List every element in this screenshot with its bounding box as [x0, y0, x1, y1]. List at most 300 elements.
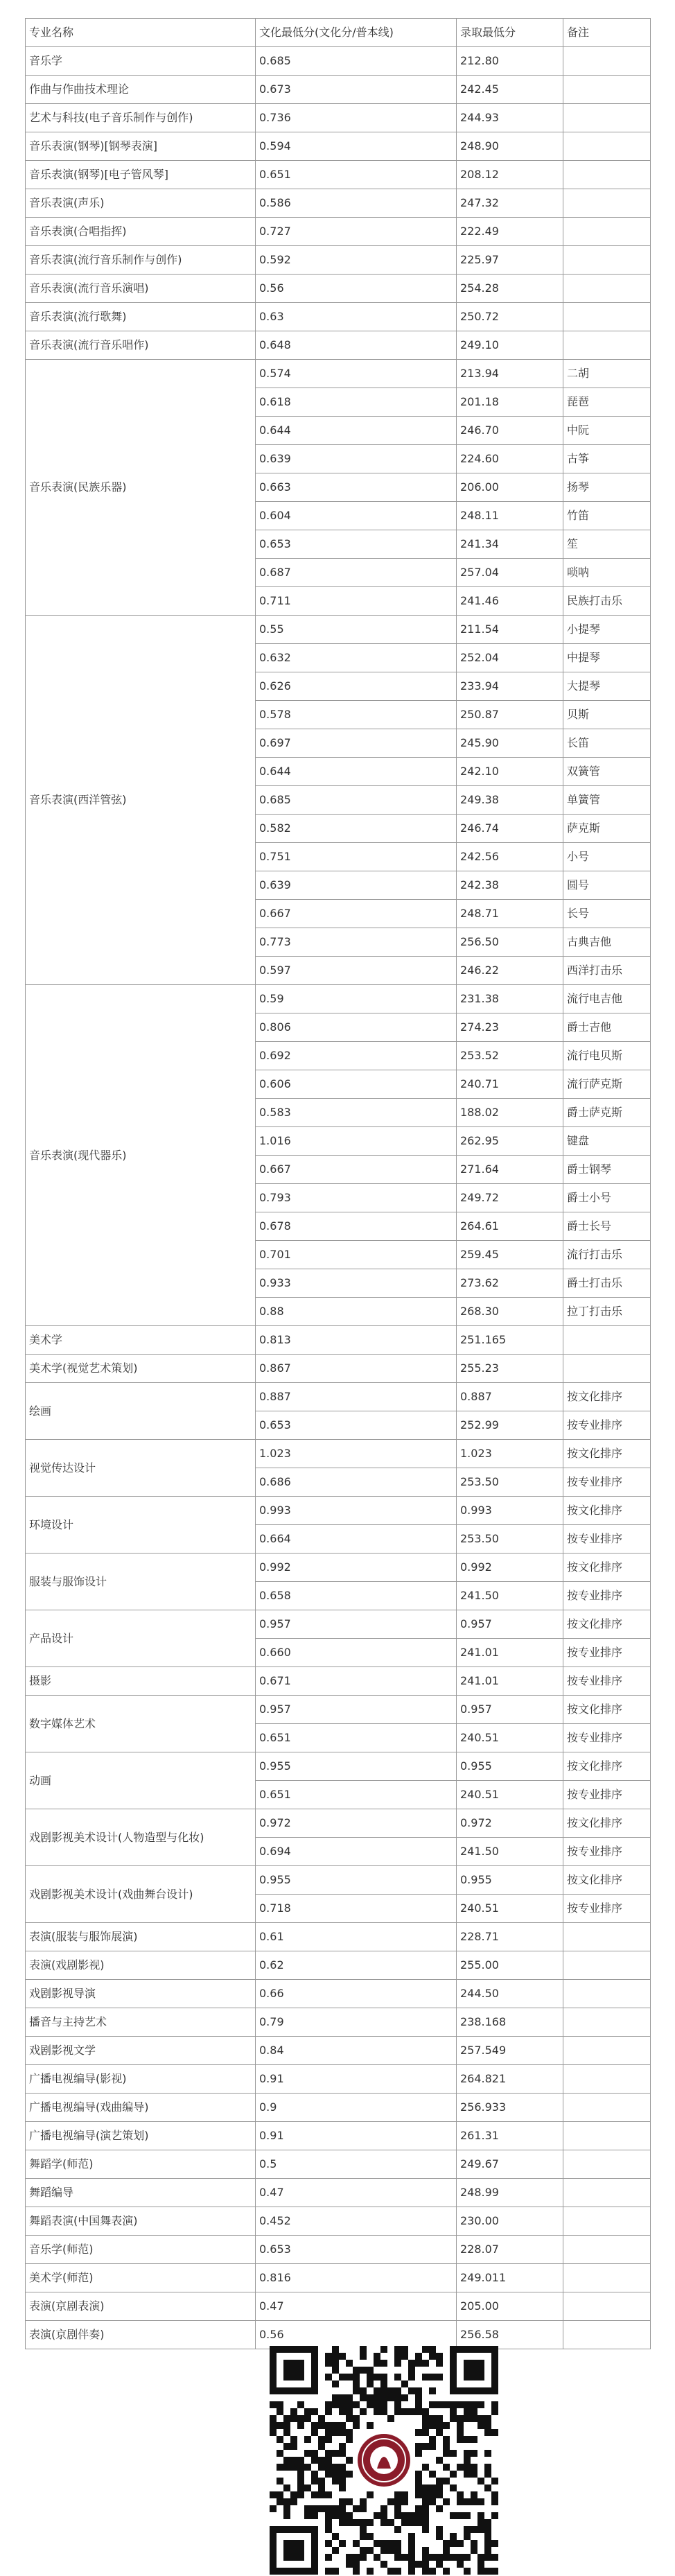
admission-min-cell: 255.23 — [457, 1355, 563, 1383]
major-name-cell: 舞蹈编导 — [26, 2179, 256, 2207]
table-row — [26, 76, 651, 104]
admission-min-cell: 242.10 — [457, 758, 563, 786]
table-row — [26, 161, 651, 189]
culture-min-cell: 0.653 — [256, 1411, 457, 1440]
table-row — [26, 246, 651, 275]
admission-min-cell: 201.18 — [457, 388, 563, 417]
major-name-cell: 摄影 — [26, 1667, 256, 1696]
major-name-cell: 音乐表演(合唱指挥) — [26, 218, 256, 246]
admission-min-cell: 0.957 — [457, 1696, 563, 1724]
culture-min-cell: 0.452 — [256, 2207, 457, 2236]
admission-min-cell: 264.821 — [457, 2065, 563, 2094]
table-row — [26, 1497, 651, 1525]
admission-min-cell: 230.00 — [457, 2207, 563, 2236]
major-name-cell: 表演(服装与服饰展演) — [26, 1923, 256, 1951]
culture-min-cell: 0.694 — [256, 1838, 457, 1866]
culture-min-cell: 0.639 — [256, 445, 457, 473]
remark-cell: 按文化排序 — [563, 1440, 651, 1468]
admission-min-cell: 262.95 — [457, 1127, 563, 1156]
admission-min-cell: 247.32 — [457, 189, 563, 218]
remark-cell: 按专业排序 — [563, 1411, 651, 1440]
admission-min-cell: 253.50 — [457, 1525, 563, 1554]
culture-min-cell: 0.626 — [256, 672, 457, 701]
culture-min-cell: 0.91 — [256, 2122, 457, 2150]
remark-cell — [563, 1326, 651, 1355]
major-name-cell: 音乐表演(流行音乐唱作) — [26, 331, 256, 360]
culture-min-cell: 0.63 — [256, 303, 457, 331]
remark-cell: 按文化排序 — [563, 1866, 651, 1895]
remark-cell — [563, 2236, 651, 2264]
admission-min-cell: 242.56 — [457, 843, 563, 871]
admission-min-cell: 268.30 — [457, 1298, 563, 1326]
remark-cell: 流行萨克斯 — [563, 1070, 651, 1099]
remark-cell: 键盘 — [563, 1127, 651, 1156]
culture-min-cell: 0.686 — [256, 1468, 457, 1497]
major-name-cell: 舞蹈学(师范) — [26, 2150, 256, 2179]
remark-cell — [563, 1355, 651, 1383]
culture-min-cell: 0.79 — [256, 2008, 457, 2037]
remark-cell — [563, 2094, 651, 2122]
table-row — [26, 1667, 651, 1696]
culture-min-cell: 0.644 — [256, 758, 457, 786]
remark-cell: 笙 — [563, 530, 651, 559]
remark-cell: 爵士长号 — [563, 1212, 651, 1241]
culture-min-cell: 0.583 — [256, 1099, 457, 1127]
admission-min-cell: 271.64 — [457, 1156, 563, 1184]
major-name-cell: 美术学(视觉艺术策划) — [26, 1355, 256, 1383]
remark-cell — [563, 189, 651, 218]
culture-min-cell: 0.604 — [256, 502, 457, 530]
culture-min-cell: 0.697 — [256, 729, 457, 758]
remark-cell: 长笛 — [563, 729, 651, 758]
remark-cell: 扬琴 — [563, 473, 651, 502]
table-row — [26, 2264, 651, 2292]
culture-min-cell: 0.639 — [256, 871, 457, 900]
table-row — [26, 616, 651, 644]
culture-min-cell: 0.736 — [256, 104, 457, 132]
admission-min-cell: 274.23 — [457, 1013, 563, 1042]
remark-cell: 中阮 — [563, 417, 651, 445]
admission-min-cell: 250.72 — [457, 303, 563, 331]
remark-cell — [563, 2264, 651, 2292]
remark-cell: 流行电吉他 — [563, 985, 651, 1013]
remark-cell: 按文化排序 — [563, 1383, 651, 1411]
culture-min-cell: 0.667 — [256, 1156, 457, 1184]
admission-min-cell: 241.50 — [457, 1838, 563, 1866]
admission-min-cell: 257.04 — [457, 559, 563, 587]
admission-min-cell: 246.22 — [457, 957, 563, 985]
remark-cell: 爵士萨克斯 — [563, 1099, 651, 1127]
header-culture-min: 文化最低分(文化分/普本线) — [256, 19, 457, 47]
admission-min-cell: 261.31 — [457, 2122, 563, 2150]
culture-min-cell: 0.727 — [256, 218, 457, 246]
qr-code-icon — [270, 2346, 498, 2575]
admission-min-cell: 259.45 — [457, 1241, 563, 1269]
admission-min-cell: 222.49 — [457, 218, 563, 246]
culture-min-cell: 0.957 — [256, 1696, 457, 1724]
admission-min-cell: 228.07 — [457, 2236, 563, 2264]
admission-min-cell: 244.50 — [457, 1980, 563, 2008]
admission-min-cell: 0.955 — [457, 1866, 563, 1895]
remark-cell — [563, 2037, 651, 2065]
table-row — [26, 1809, 651, 1838]
culture-min-cell: 0.933 — [256, 1269, 457, 1298]
admission-min-cell: 251.165 — [457, 1326, 563, 1355]
major-name-cell: 美术学(师范) — [26, 2264, 256, 2292]
culture-min-cell: 0.658 — [256, 1582, 457, 1610]
header-admission-min: 录取最低分 — [457, 19, 563, 47]
remark-cell: 唢呐 — [563, 559, 651, 587]
culture-min-cell: 0.9 — [256, 2094, 457, 2122]
remark-cell — [563, 218, 651, 246]
culture-min-cell: 0.992 — [256, 1554, 457, 1582]
table-row — [26, 189, 651, 218]
admission-min-cell: 241.50 — [457, 1582, 563, 1610]
culture-min-cell: 0.47 — [256, 2179, 457, 2207]
culture-min-cell: 0.711 — [256, 587, 457, 616]
table-row — [26, 331, 651, 360]
admission-min-cell: 0.993 — [457, 1497, 563, 1525]
admission-min-cell: 255.00 — [457, 1951, 563, 1980]
major-name-cell: 美术学 — [26, 1326, 256, 1355]
admission-min-cell: 205.00 — [457, 2292, 563, 2321]
remark-cell — [563, 246, 651, 275]
table-row — [26, 2094, 651, 2122]
culture-min-cell: 0.813 — [256, 1326, 457, 1355]
admission-min-cell: 246.74 — [457, 815, 563, 843]
culture-min-cell: 0.773 — [256, 928, 457, 957]
admission-min-cell: 248.11 — [457, 502, 563, 530]
major-name-cell: 戏剧影视导演 — [26, 1980, 256, 2008]
major-name-cell: 音乐表演(声乐) — [26, 189, 256, 218]
table-row — [26, 275, 651, 303]
admission-min-cell: 0.887 — [457, 1383, 563, 1411]
remark-cell: 西洋打击乐 — [563, 957, 651, 985]
major-name-cell: 戏剧影视美术设计(戏曲舞台设计) — [26, 1866, 256, 1923]
culture-min-cell: 0.972 — [256, 1809, 457, 1838]
admission-min-cell: 240.51 — [457, 1724, 563, 1752]
table-row — [26, 2122, 651, 2150]
admission-min-cell: 249.67 — [457, 2150, 563, 2179]
culture-min-cell: 0.816 — [256, 2264, 457, 2292]
table-row — [26, 1440, 651, 1468]
remark-cell — [563, 1980, 651, 2008]
remark-cell: 爵士小号 — [563, 1184, 651, 1212]
remark-cell: 古筝 — [563, 445, 651, 473]
table-row — [26, 2236, 651, 2264]
remark-cell — [563, 2321, 651, 2349]
culture-min-cell: 0.701 — [256, 1241, 457, 1269]
remark-cell: 爵士钢琴 — [563, 1156, 651, 1184]
admission-min-cell: 228.71 — [457, 1923, 563, 1951]
admission-min-cell: 225.97 — [457, 246, 563, 275]
culture-min-cell: 0.618 — [256, 388, 457, 417]
culture-min-cell: 0.887 — [256, 1383, 457, 1411]
major-name-cell: 动画 — [26, 1752, 256, 1809]
admission-min-cell: 252.99 — [457, 1411, 563, 1440]
culture-min-cell: 0.606 — [256, 1070, 457, 1099]
table-row — [26, 1980, 651, 2008]
remark-cell: 按文化排序 — [563, 1696, 651, 1724]
remark-cell: 爵士打击乐 — [563, 1269, 651, 1298]
remark-cell: 古典吉他 — [563, 928, 651, 957]
major-name-cell: 表演(戏剧影视) — [26, 1951, 256, 1980]
remark-cell: 中提琴 — [563, 644, 651, 672]
remark-cell — [563, 2122, 651, 2150]
remark-cell: 按专业排序 — [563, 1525, 651, 1554]
culture-min-cell: 0.806 — [256, 1013, 457, 1042]
major-name-cell: 音乐表演(西洋管弦) — [26, 616, 256, 985]
culture-min-cell: 0.673 — [256, 76, 457, 104]
major-name-cell: 数字媒体艺术 — [26, 1696, 256, 1752]
remark-cell: 竹笛 — [563, 502, 651, 530]
admission-min-cell: 252.04 — [457, 644, 563, 672]
admission-min-cell: 0.972 — [457, 1809, 563, 1838]
admission-min-cell: 257.549 — [457, 2037, 563, 2065]
major-name-cell: 广播电视编导(影视) — [26, 2065, 256, 2094]
remark-cell — [563, 76, 651, 104]
admission-min-cell: 188.02 — [457, 1099, 563, 1127]
header-major: 专业名称 — [26, 19, 256, 47]
admission-min-cell: 224.60 — [457, 445, 563, 473]
table-row — [26, 1752, 651, 1781]
culture-min-cell: 0.663 — [256, 473, 457, 502]
remark-cell: 大提琴 — [563, 672, 651, 701]
culture-min-cell: 0.955 — [256, 1866, 457, 1895]
admission-min-cell: 0.957 — [457, 1610, 563, 1639]
remark-cell — [563, 104, 651, 132]
table-row — [26, 360, 651, 388]
remark-cell: 按文化排序 — [563, 1809, 651, 1838]
header-remark: 备注 — [563, 19, 651, 47]
remark-cell: 琵琶 — [563, 388, 651, 417]
remark-cell: 二胡 — [563, 360, 651, 388]
culture-min-cell: 0.751 — [256, 843, 457, 871]
admission-min-cell: 240.51 — [457, 1781, 563, 1809]
table-row — [26, 218, 651, 246]
table-row — [26, 2207, 651, 2236]
remark-cell: 小号 — [563, 843, 651, 871]
culture-min-cell: 0.993 — [256, 1497, 457, 1525]
culture-min-cell: 0.578 — [256, 701, 457, 729]
remark-cell: 按文化排序 — [563, 1497, 651, 1525]
admission-min-cell: 254.28 — [457, 275, 563, 303]
major-name-cell: 环境设计 — [26, 1497, 256, 1554]
remark-cell — [563, 132, 651, 161]
admission-min-cell: 249.10 — [457, 331, 563, 360]
remark-cell — [563, 2150, 651, 2179]
admission-min-cell: 256.933 — [457, 2094, 563, 2122]
admission-min-cell: 249.38 — [457, 786, 563, 815]
culture-min-cell: 0.592 — [256, 246, 457, 275]
table-row — [26, 1610, 651, 1639]
culture-min-cell: 0.59 — [256, 985, 457, 1013]
remark-cell: 按专业排序 — [563, 1667, 651, 1696]
table-row — [26, 2008, 651, 2037]
admission-min-cell: 238.168 — [457, 2008, 563, 2037]
major-name-cell: 音乐表演(钢琴)[钢琴表演] — [26, 132, 256, 161]
culture-min-cell: 0.582 — [256, 815, 457, 843]
major-name-cell: 广播电视编导(戏曲编导) — [26, 2094, 256, 2122]
major-name-cell: 音乐表演(钢琴)[电子管风琴] — [26, 161, 256, 189]
culture-min-cell: 0.574 — [256, 360, 457, 388]
major-name-cell: 视觉传达设计 — [26, 1440, 256, 1497]
culture-min-cell: 0.664 — [256, 1525, 457, 1554]
table-row — [26, 2037, 651, 2065]
remark-cell: 按文化排序 — [563, 1610, 651, 1639]
major-name-cell: 绘画 — [26, 1383, 256, 1440]
major-name-cell: 表演(京剧伴奏) — [26, 2321, 256, 2349]
culture-min-cell: 0.597 — [256, 957, 457, 985]
culture-min-cell: 0.718 — [256, 1895, 457, 1923]
major-name-cell: 音乐表演(现代器乐) — [26, 985, 256, 1326]
admission-min-cell: 249.011 — [457, 2264, 563, 2292]
admission-min-cell: 245.90 — [457, 729, 563, 758]
culture-min-cell: 0.653 — [256, 530, 457, 559]
culture-min-cell: 0.957 — [256, 1610, 457, 1639]
admission-min-cell: 1.023 — [457, 1440, 563, 1468]
culture-min-cell: 0.5 — [256, 2150, 457, 2179]
admission-min-cell: 246.70 — [457, 417, 563, 445]
major-name-cell: 戏剧影视文学 — [26, 2037, 256, 2065]
table-row — [26, 1383, 651, 1411]
table-row — [26, 104, 651, 132]
admission-min-cell: 253.50 — [457, 1468, 563, 1497]
major-name-cell: 产品设计 — [26, 1610, 256, 1667]
major-name-cell: 服装与服饰设计 — [26, 1554, 256, 1610]
culture-min-cell: 0.55 — [256, 616, 457, 644]
culture-min-cell: 0.61 — [256, 1923, 457, 1951]
admission-min-cell: 242.38 — [457, 871, 563, 900]
remark-cell: 按专业排序 — [563, 1895, 651, 1923]
admission-min-cell: 0.955 — [457, 1752, 563, 1781]
remark-cell: 单簧管 — [563, 786, 651, 815]
table-row — [26, 2321, 651, 2349]
remark-cell — [563, 2065, 651, 2094]
table-row — [26, 985, 651, 1013]
culture-min-cell: 0.685 — [256, 47, 457, 76]
culture-min-cell: 0.66 — [256, 1980, 457, 2008]
culture-min-cell: 0.84 — [256, 2037, 457, 2065]
culture-min-cell: 0.671 — [256, 1667, 457, 1696]
admission-min-cell: 242.45 — [457, 76, 563, 104]
remark-cell: 按专业排序 — [563, 1582, 651, 1610]
admission-min-cell: 248.71 — [457, 900, 563, 928]
culture-min-cell: 0.648 — [256, 331, 457, 360]
table-body — [26, 47, 651, 2349]
table-row — [26, 1923, 651, 1951]
culture-min-cell: 0.867 — [256, 1355, 457, 1383]
culture-min-cell: 0.632 — [256, 644, 457, 672]
admission-min-cell: 273.62 — [457, 1269, 563, 1298]
remark-cell — [563, 161, 651, 189]
culture-min-cell: 0.644 — [256, 417, 457, 445]
major-name-cell: 音乐表演(民族乐器) — [26, 360, 256, 616]
admission-min-cell: 240.71 — [457, 1070, 563, 1099]
table-row — [26, 1696, 651, 1724]
major-name-cell: 音乐学 — [26, 47, 256, 76]
qr-code-graphic — [270, 2346, 498, 2575]
table-row — [26, 132, 651, 161]
table-row — [26, 1866, 651, 1895]
table-row — [26, 2292, 651, 2321]
admission-min-cell: 212.80 — [457, 47, 563, 76]
major-name-cell: 播音与主持艺术 — [26, 2008, 256, 2037]
remark-cell — [563, 1951, 651, 1980]
remark-cell — [563, 1923, 651, 1951]
table-row — [26, 2150, 651, 2179]
major-name-cell: 广播电视编导(演艺策划) — [26, 2122, 256, 2150]
admission-min-cell: 256.50 — [457, 928, 563, 957]
remark-cell: 贝斯 — [563, 701, 651, 729]
admission-score-table — [25, 18, 651, 2349]
table-row — [26, 47, 651, 76]
culture-min-cell: 0.955 — [256, 1752, 457, 1781]
remark-cell: 爵士吉他 — [563, 1013, 651, 1042]
culture-min-cell: 1.023 — [256, 1440, 457, 1468]
culture-min-cell: 0.685 — [256, 786, 457, 815]
remark-cell — [563, 2179, 651, 2207]
remark-cell: 流行电贝斯 — [563, 1042, 651, 1070]
table-row — [26, 1326, 651, 1355]
culture-min-cell: 0.678 — [256, 1212, 457, 1241]
culture-min-cell: 0.651 — [256, 161, 457, 189]
admission-min-cell: 244.93 — [457, 104, 563, 132]
remark-cell — [563, 275, 651, 303]
remark-cell: 按专业排序 — [563, 1639, 651, 1667]
admission-min-cell: 241.34 — [457, 530, 563, 559]
remark-cell — [563, 2292, 651, 2321]
remark-cell: 按专业排序 — [563, 1781, 651, 1809]
remark-cell: 按文化排序 — [563, 1554, 651, 1582]
major-name-cell: 音乐表演(流行音乐演唱) — [26, 275, 256, 303]
culture-min-cell: 0.687 — [256, 559, 457, 587]
culture-min-cell: 0.586 — [256, 189, 457, 218]
admission-min-cell: 231.38 — [457, 985, 563, 1013]
admission-min-cell: 264.61 — [457, 1212, 563, 1241]
major-name-cell: 表演(京剧表演) — [26, 2292, 256, 2321]
culture-min-cell: 0.653 — [256, 2236, 457, 2264]
remark-cell: 按专业排序 — [563, 1838, 651, 1866]
admission-min-cell: 233.94 — [457, 672, 563, 701]
admission-min-cell: 0.992 — [457, 1554, 563, 1582]
remark-cell: 双簧管 — [563, 758, 651, 786]
admission-min-cell: 213.94 — [457, 360, 563, 388]
table-row — [26, 2179, 651, 2207]
table-header-row — [26, 19, 651, 47]
table-row — [26, 303, 651, 331]
remark-cell: 拉丁打击乐 — [563, 1298, 651, 1326]
remark-cell: 小提琴 — [563, 616, 651, 644]
remark-cell — [563, 331, 651, 360]
remark-cell: 按专业排序 — [563, 1724, 651, 1752]
remark-cell — [563, 2008, 651, 2037]
remark-cell — [563, 303, 651, 331]
remark-cell — [563, 47, 651, 76]
admission-min-cell: 256.58 — [457, 2321, 563, 2349]
culture-min-cell: 0.594 — [256, 132, 457, 161]
culture-min-cell: 0.667 — [256, 900, 457, 928]
culture-min-cell: 0.62 — [256, 1951, 457, 1980]
remark-cell: 圆号 — [563, 871, 651, 900]
admission-min-cell: 211.54 — [457, 616, 563, 644]
culture-min-cell: 0.47 — [256, 2292, 457, 2321]
admission-min-cell: 241.01 — [457, 1639, 563, 1667]
table-row — [26, 1554, 651, 1582]
remark-cell: 流行打击乐 — [563, 1241, 651, 1269]
remark-cell: 长号 — [563, 900, 651, 928]
remark-cell: 按文化排序 — [563, 1752, 651, 1781]
